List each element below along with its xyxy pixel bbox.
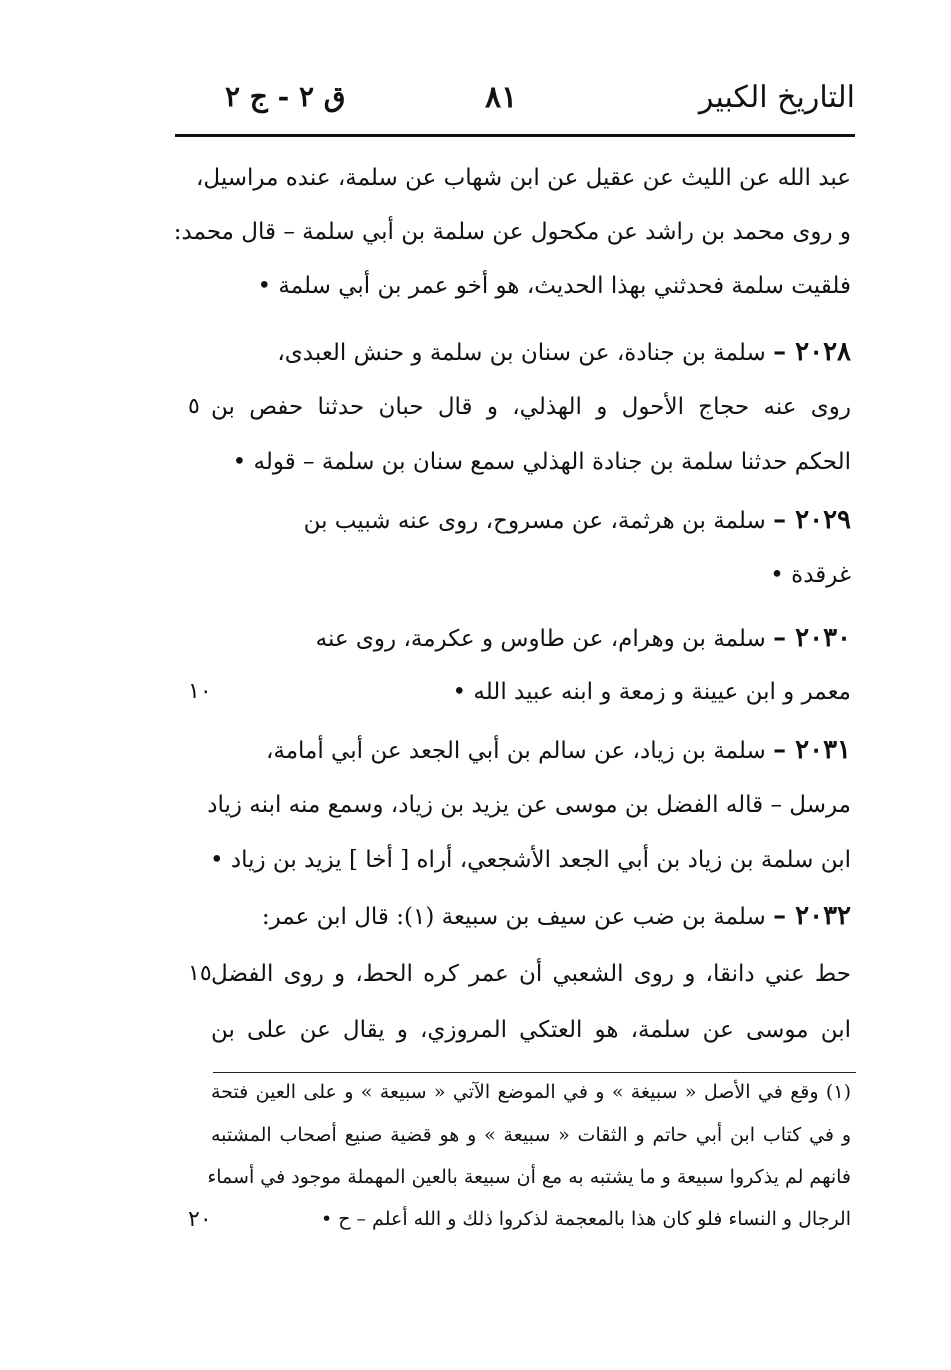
entry-number: ٢٠٣٢ – xyxy=(773,901,851,931)
text-line: ابن موسى عن سلمة، هو العتكي المروزي، و يقال عن على بن xyxy=(211,1017,851,1043)
entry-text: سلمة بن جنادة، عن سنان بن سلمة و حنش العبدى، xyxy=(277,340,766,366)
text-line: مرسل – قاله الفضل بن موسى عن يزيد بن زياد، وسمع منه ابنه زياد xyxy=(207,792,851,818)
entry-2028 xyxy=(211,332,851,373)
text-line: ابن سلمة بن زياد بن أبي الجعد الأشجعي، أراه [ أخا ] يزيد بن زياد • xyxy=(209,847,851,873)
entry-number: ٢٠٢٨ – xyxy=(773,337,851,367)
entry-text: سلمة بن وهرام، عن طاوس و عكرمة، روى عنه xyxy=(315,626,766,652)
volume-label: ق ٢ - ج ٢ xyxy=(225,80,346,113)
text-line: حط عني دانقا، و روى الشعبي أن عمر كره الحط، و روى الفضل xyxy=(211,961,851,987)
footnote-line: فانهم لم يذكروا سبيعة و ما يشتبه به مع أن سبيعة بالعين المهملة موجود في أسماء xyxy=(207,1166,851,1188)
entry-text: سلمة بن زياد، عن سالم بن أبي الجعد عن أبي أمامة، xyxy=(265,738,766,764)
entry-number: ٢٠٢٩ – xyxy=(773,505,851,535)
entry-2031 xyxy=(211,730,851,771)
text-line: غرقدة • xyxy=(770,562,851,588)
footnote-rule xyxy=(213,1072,856,1073)
text-line: عبد الله عن الليث عن عقيل عن ابن شهاب عن سلمة، عنده مراسيل، xyxy=(195,165,851,191)
entry-text: سلمة بن هرثمة، عن مسروح، روى عنه شبيب بن xyxy=(303,508,766,534)
text-line: معمر و ابن عيينة و زمعة و ابنه عبيد الله • xyxy=(452,679,851,705)
page-header xyxy=(175,80,855,132)
margin-line-number: ١٠ xyxy=(188,679,212,704)
text-line: الحكم حدثنا سلمة بن جنادة الهذلي سمع سنان بن سلمة – قوله • xyxy=(232,449,851,475)
entry-number: ٢٠٣٠ – xyxy=(773,623,851,653)
entry-number: ٢٠٣١ – xyxy=(773,735,851,765)
entry-2030 xyxy=(211,618,851,659)
footnote-line: و في كتاب ابن أبي حاتم و الثقات « سبيعة » و هو قضية صنيع أصحاب المشتبه xyxy=(211,1124,851,1146)
margin-line-number: ٥ xyxy=(188,394,200,419)
entry-text: سلمة بن ضب عن سيف بن سبيعة (١): قال ابن عمر: xyxy=(261,904,766,930)
text-line: روى عنه حجاج الأحول و الهذلي، و قال حبان حدثنا حفص بن xyxy=(211,394,851,420)
page-number: ٨١ xyxy=(485,80,518,115)
margin-line-number: ١٥ xyxy=(188,961,212,986)
footnote-line: (١) وقع في الأصل « سبيغة » و في الموضع الآتي « سبيعة » و على العين فتحة xyxy=(211,1081,851,1103)
text-line: فلقيت سلمة فحدثني بهذا الحديث، هو أخو عمر بن أبي سلمة • xyxy=(257,273,851,299)
header-rule xyxy=(175,134,855,137)
footnote-line: الرجال و النساء فلو كان هذا بالمعجمة لذكروا ذلك و الله أعلم – ح • xyxy=(320,1208,851,1230)
entry-2029 xyxy=(211,500,851,541)
entry-2032 xyxy=(211,896,851,937)
text-line: و روى محمد بن راشد عن مكحول عن سلمة بن أبي سلمة – قال محمد: xyxy=(173,219,851,245)
book-title: التاريخ الكبير xyxy=(698,80,855,115)
margin-line-number: ٢٠ xyxy=(188,1207,212,1232)
